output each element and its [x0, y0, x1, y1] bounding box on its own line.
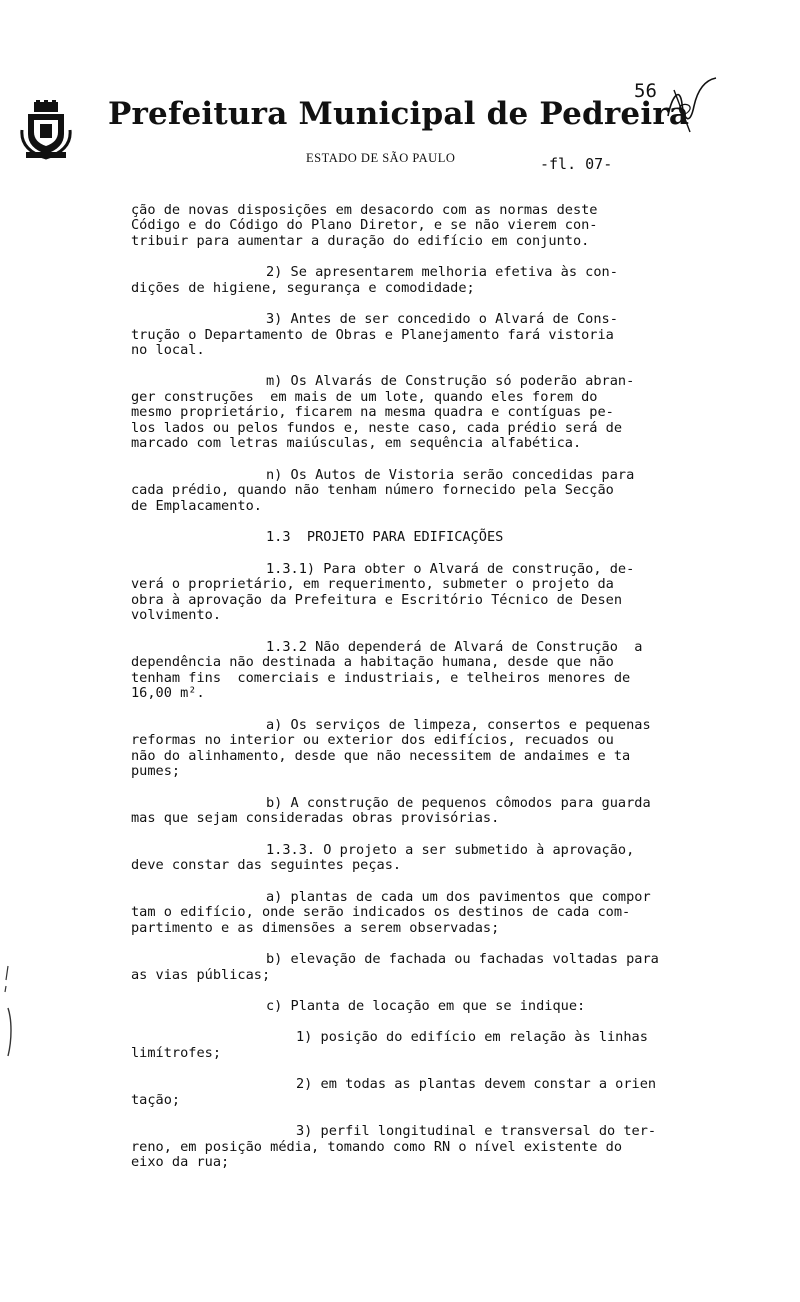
- text-line: limítrofes;: [131, 1045, 222, 1061]
- text-line: 1.3 PROJETO PARA EDIFICAÇÕES: [266, 529, 504, 545]
- state-subtitle: ESTADO DE SÃO PAULO: [306, 151, 456, 165]
- margin-marks-icon: [0, 960, 30, 1070]
- text-line: tenham fins comerciais e industriais, e telheiros menores de: [131, 670, 631, 686]
- text-line: los lados ou pelos fundos e, neste caso, cada prédio será de: [131, 420, 623, 436]
- text-line: 1.3.3. O projeto a ser submetido à aprovação,: [266, 842, 635, 858]
- text-line: a) plantas de cada um dos pavimentos que compor: [266, 889, 651, 905]
- text-line: não do alinhamento, desde que não necessitem de andaimes e ta: [131, 748, 631, 764]
- text-line: de Emplacamento.: [131, 498, 262, 514]
- text-line: n) Os Autos de Vistoria serão concedidas para: [266, 467, 635, 483]
- text-line: a) Os serviços de limpeza, consertos e pequenas: [266, 717, 651, 733]
- text-line: dições de higiene, segurança e comodidade;: [131, 280, 475, 296]
- text-line: dependência não destinada a habitação humana, desde que não: [131, 654, 614, 670]
- text-line: reformas no interior ou exterior dos edifícios, recuados ou: [131, 732, 614, 748]
- text-line: b) elevação de fachada ou fachadas voltadas para: [266, 951, 659, 967]
- text-line: cada prédio, quando não tenham número fornecido pela Secção: [131, 482, 614, 498]
- text-line: 16,00 m².: [131, 685, 205, 701]
- text-line: tação;: [131, 1092, 181, 1108]
- text-line: mesmo proprietário, ficarem na mesma quadra e contíguas pe-: [131, 404, 614, 420]
- text-line: 3) Antes de ser concedido o Alvará de Cons-: [266, 311, 618, 327]
- text-line: c) Planta de locação em que se indique:: [266, 998, 586, 1014]
- text-line: ger construções em mais de um lote, quando eles forem do: [131, 389, 598, 405]
- municipal-crest-icon: [20, 100, 72, 160]
- initials-signature-icon: [660, 76, 720, 136]
- text-line: volvimento.: [131, 607, 222, 623]
- page-number-mark: 56: [634, 80, 657, 102]
- text-line: no local.: [131, 342, 205, 358]
- text-line: as vias públicas;: [131, 967, 271, 983]
- text-line: 1.3.2 Não dependerá de Alvará de Construção a: [266, 639, 643, 655]
- page-title: Prefeitura Municipal de Pedreira: [108, 96, 690, 132]
- text-line: Código e do Código do Plano Diretor, e se não vierem con-: [131, 217, 598, 233]
- text-line: marcado com letras maiúsculas, em sequência alfabética.: [131, 435, 582, 451]
- text-line: b) A construção de pequenos cômodos para guarda: [266, 795, 651, 811]
- text-line: tam o edifício, onde serão indicados os destinos de cada com-: [131, 904, 631, 920]
- text-line: eixo da rua;: [131, 1154, 230, 1170]
- text-line: 1.3.1) Para obter o Alvará de construção, de-: [266, 561, 635, 577]
- text-line: verá o proprietário, em requerimento, submeter o projeto da: [131, 576, 614, 592]
- text-line: reno, em posição média, tomando como RN o nível existente do: [131, 1139, 623, 1155]
- text-line: 3) perfil longitudinal e transversal do ter-: [296, 1123, 657, 1139]
- text-line: tribuir para aumentar a duração do edifício em conjunto.: [131, 233, 590, 249]
- text-line: 1) posição do edifício em relação às linhas: [296, 1029, 648, 1045]
- text-line: deve constar das seguintes peças.: [131, 857, 402, 873]
- text-line: m) Os Alvarás de Construção só poderão abran-: [266, 373, 635, 389]
- folio-number: -fl. 07-: [540, 155, 613, 173]
- text-line: partimento e as dimensões a serem observadas;: [131, 920, 500, 936]
- text-line: obra à aprovação da Prefeitura e Escritório Técnico de Desen: [131, 592, 623, 608]
- text-line: mas que sejam consideradas obras provisórias.: [131, 810, 500, 826]
- text-line: ção de novas disposições em desacordo com as normas deste: [131, 202, 598, 218]
- text-line: 2) Se apresentarem melhoria efetiva às con-: [266, 264, 618, 280]
- text-line: 2) em todas as plantas devem constar a orien: [296, 1076, 657, 1092]
- text-line: pumes;: [131, 763, 181, 779]
- text-line: trução o Departamento de Obras e Planejamento fará vistoria: [131, 327, 614, 343]
